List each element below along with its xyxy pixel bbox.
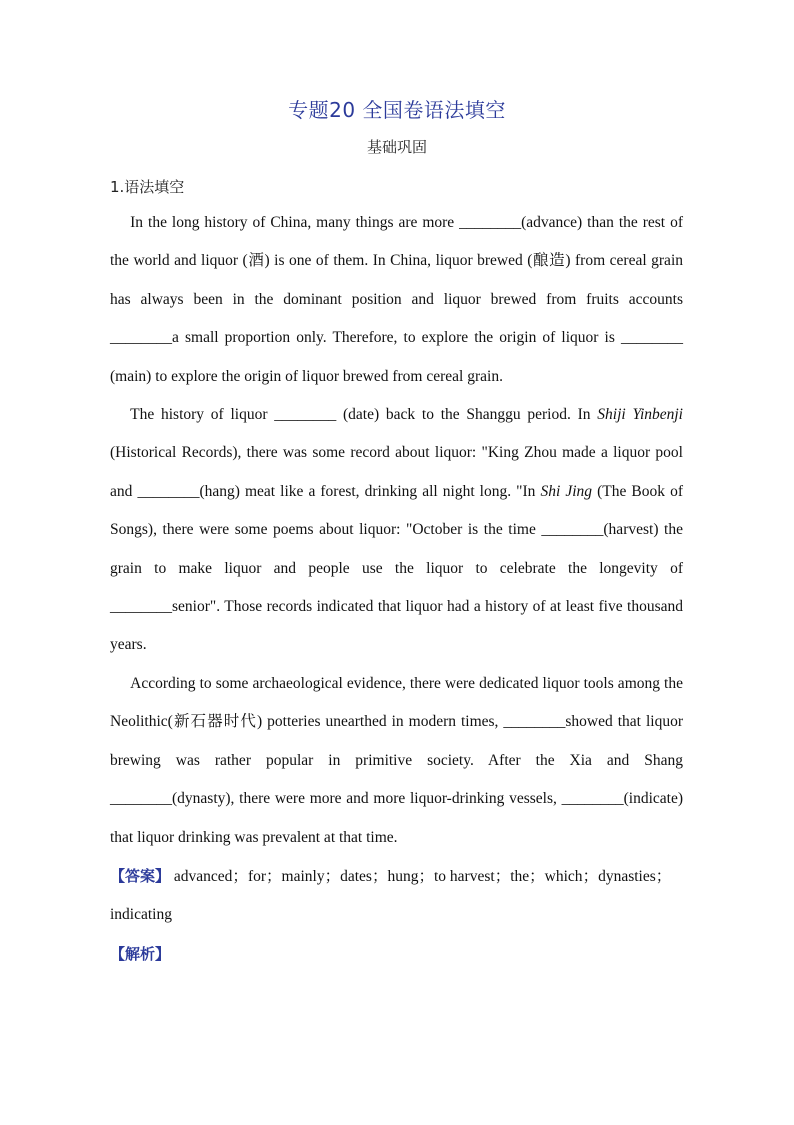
answer-separator: ； xyxy=(529,867,545,885)
analysis-section xyxy=(110,935,683,974)
question-number-label: 1.语法填空 xyxy=(110,178,185,196)
passage-text: (The Book of Songs), there were some poems about liquor: "October is the time ________(harvest) the grain to make liquor and people use the liquor to celebrate the longevity of ________senior". Those records indicated that liquor had a history of at least five thousand years. xyxy=(110,482,683,654)
passage-text: (Historical Records), there was some record about liquor: "King Zhou made a liquor pool and ________(hang) meat like a forest, drinking all night long. "In xyxy=(110,444,683,500)
answer-item: hung xyxy=(387,867,419,885)
answer-section xyxy=(110,857,683,935)
answer-separator: ； xyxy=(418,867,434,885)
answer-item: dates xyxy=(340,867,372,885)
answer-separator: ； xyxy=(371,867,388,885)
analysis-label: 【解析】 xyxy=(110,944,171,963)
passage-paragraph-1 xyxy=(110,204,683,396)
passage-text: The history of liquor ________ (date) back to the Shanggu period. In xyxy=(130,406,598,424)
answer-separator: ； xyxy=(266,867,282,885)
answer-item: indicating xyxy=(110,906,172,924)
page-title: 专题20 全国卷语法填空 xyxy=(288,98,506,122)
answer-separator: ； xyxy=(494,867,511,885)
book-title-italic: Shi Jing xyxy=(540,482,593,500)
answer-separator: ； xyxy=(655,867,672,885)
passage-paragraph-3 xyxy=(110,665,683,857)
answer-item: for xyxy=(247,867,267,885)
answer-item: the xyxy=(510,867,530,885)
answer-separator: ； xyxy=(582,867,599,885)
question-body xyxy=(110,204,683,974)
answer-item: dynasties xyxy=(598,867,656,885)
passage-text: According to some archaeological evidence, there were dedicated liquor tools among the Neolithic(新石器时代) potteries unearthed in modern times, ________showed that liquor brewing was rather popular in primitive society. After the Xia and Shang ________(dynasty), there were more and more liquor-drinking vessels, ________(indicate) that liquor drinking was prevalent at that time. xyxy=(110,674,683,846)
answer-item: advanced xyxy=(173,867,233,885)
passage-paragraph-2 xyxy=(110,396,683,665)
answer-item: to harvest xyxy=(434,867,495,885)
book-title-italic: Shiji Yinbenji xyxy=(597,406,683,424)
page-subtitle: 基础巩固 xyxy=(366,138,427,156)
answer-separator: ； xyxy=(324,867,341,885)
answer-item: mainly xyxy=(281,867,325,885)
passage-text: In the long history of China, many things are more ________(advance) than the rest of the world and liquor (酒) is one of them. In China, liquor brewed (酿造) from cereal grain has always been in the dominant position and liquor brewed from fruits accounts ________a small proportion only. Therefore, to explore the origin of liquor is ________ (main) to explore the origin of liquor brewed from cereal grain. xyxy=(110,214,683,385)
answer-label: 【答案】 xyxy=(110,866,171,885)
answer-list xyxy=(110,868,671,923)
answer-item: which xyxy=(544,867,583,885)
answer-separator: ； xyxy=(232,867,248,885)
